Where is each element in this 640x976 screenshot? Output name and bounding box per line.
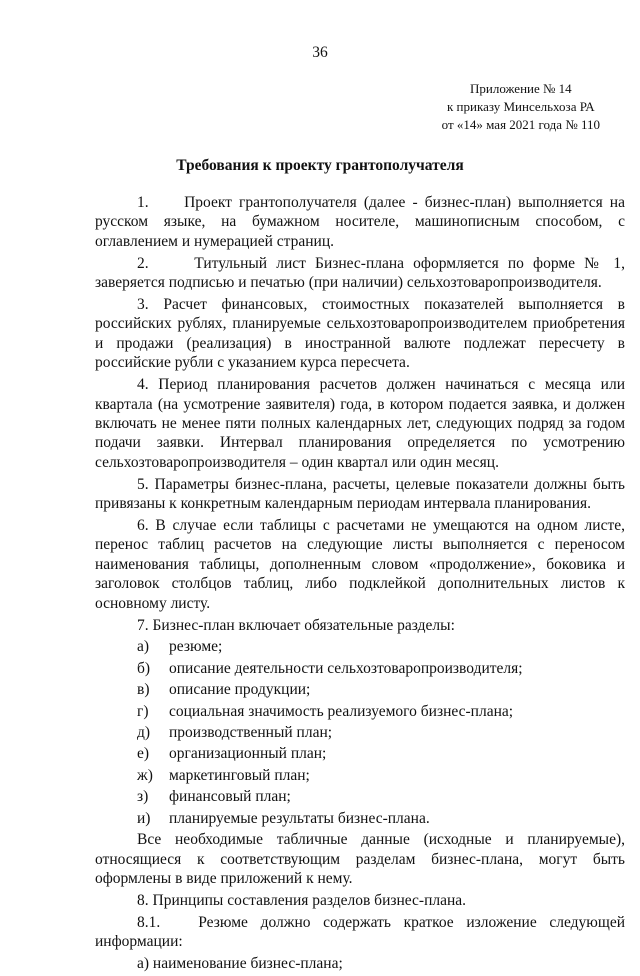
section-list-text: социальная значимость реализуемого бизнес-плана; — [169, 702, 514, 720]
annex-line-3: от «14» мая 2021 года № 110 — [441, 117, 600, 132]
section-list-letter: б) — [137, 659, 151, 677]
document-title: Требования к проекту грантополучателя — [176, 157, 464, 174]
section-list-text: планируемые результаты бизнес-плана. — [169, 809, 430, 827]
paragraph-5: 5. Параметры бизнес-плана, расчеты, целевые показатели должны быть привязаны к конкретным календарным периодам интервала планирования. — [95, 475, 625, 513]
closing-paragraph-3: 8.1. Резюме должно содержать краткое изложение следующей информации: — [95, 913, 625, 951]
section-list-letter: з) — [137, 788, 149, 806]
annex-header — [442, 80, 600, 134]
paragraph-1: 1. Проект грантополучателя (далее - бизнес-план) выполняется на русском языке, на бумажном носителе, машинописным способом, с оглавлением и нумерацией страниц. — [95, 194, 625, 250]
section-list-letter: г) — [137, 702, 149, 720]
page-number: 36 — [312, 44, 328, 61]
section-list-letter: ж) — [137, 766, 153, 784]
section-list-text: описание продукции; — [169, 681, 311, 699]
section-list-item — [95, 809, 625, 828]
paragraph-4: 4. Период планирования расчетов должен начинаться с месяца или квартала (на усмотрение заявителя) года, в котором подается заявка, и должен включать не менее пяти полных календарных лет, следующих подряд за годом подачи заявки. Интервал планирования определяется по усмотрению сельхозтоваропроизводителя – один квартал или один месяц. — [95, 376, 625, 471]
annex-line-1: Приложение № 14 — [469, 81, 572, 96]
section-list-item — [95, 702, 625, 721]
section-list-letter: а) — [137, 638, 150, 656]
section-list-text: финансовый план; — [169, 788, 291, 806]
section-list-text: организационный план; — [169, 745, 327, 763]
closing-paragraph-1: Все необходимые табличные данные (исходные и планируемые), относящиеся к соответствующим разделам бизнес-плана, могут быть оформлены в виде приложений к нему. — [95, 831, 625, 887]
section-list-letter: д) — [137, 724, 151, 742]
section-list-text: производственный план; — [169, 724, 333, 742]
paragraph-6: 6. В случае если таблицы с расчетами не умещаются на одном листе, перенос таблиц расчетов на следующие листы выполняется с переносом наименования таблицы, дополненным словом «продолжение», боковика и заголовок столбцов таблиц, либо подклейкой дополнительных листов к основному листу. — [95, 517, 625, 612]
section-list-item — [95, 766, 625, 785]
section-list-item — [95, 680, 625, 699]
section-list-text: маркетинговый план; — [169, 766, 310, 784]
section-list-item — [95, 659, 625, 678]
closing-paragraph-2: 8. Принципы составления разделов бизнес-плана. — [137, 891, 467, 909]
section-list-item — [95, 787, 625, 806]
annex-line-2: к приказу Минсельхоза РА — [446, 99, 595, 114]
section-list-letter: и) — [137, 809, 151, 827]
paragraph-3: 3. Расчет финансовых, стоимостных показателей выполняется в российских рублях, планируемые сельхозтоваропроизводителем приобретения и продажи (реализация) в иностранной валюте подлежат пересчету в российские рубли с указанием курса пересчета. — [95, 296, 625, 372]
section-list-item — [95, 723, 625, 742]
paragraph-2: 2. Титульный лист Бизнес-плана оформляется по форме № 1, заверяется подписью и печатью (при наличии) сельхозтоваропроизводителя. — [95, 254, 625, 292]
section-list-letter: в) — [137, 681, 150, 699]
document-body — [95, 193, 625, 976]
section-list-letter: е) — [137, 745, 150, 763]
closing-paragraph-4: а) наименование бизнес-плана; — [137, 955, 343, 973]
section-list-text: описание деятельности сельхозтоваропроизводителя; — [169, 659, 523, 677]
section-list-item — [95, 744, 625, 763]
section-list-item — [95, 637, 625, 656]
paragraph-7: 7. Бизнес-план включает обязательные разделы: — [137, 616, 455, 634]
section-list-text: резюме; — [169, 638, 223, 656]
